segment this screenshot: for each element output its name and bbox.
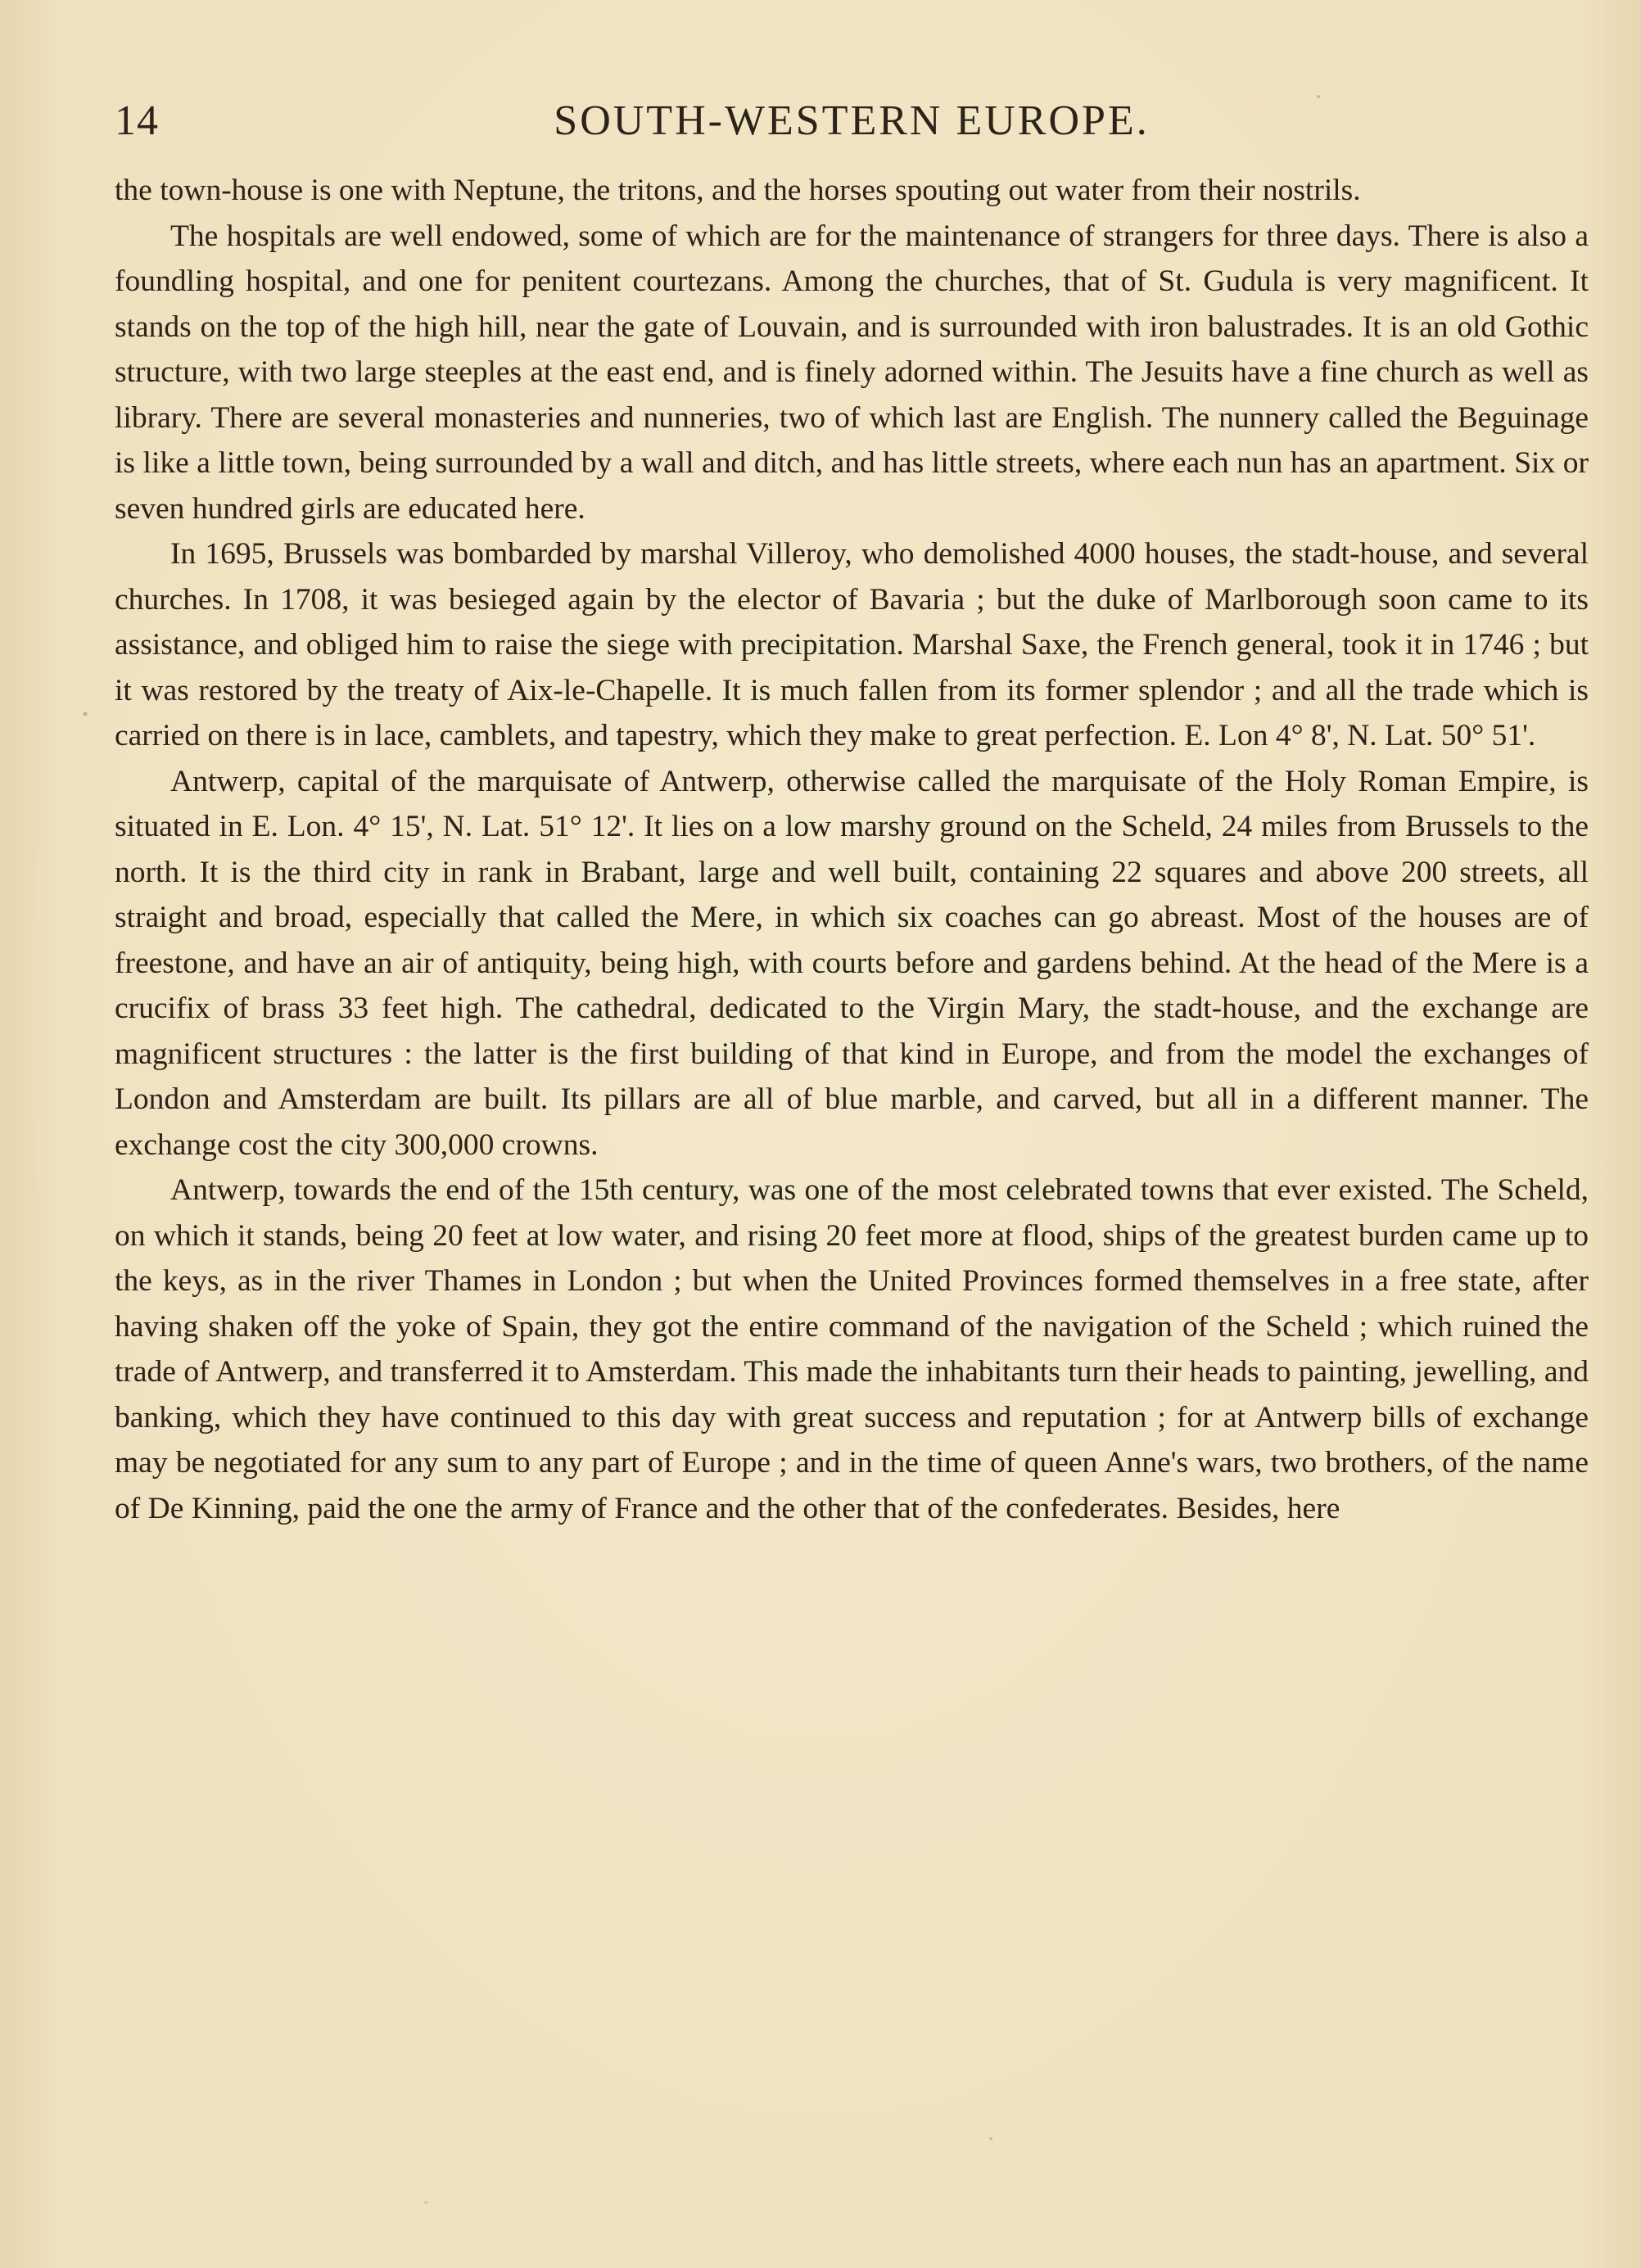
paragraph-antwerp-description: Antwerp, capital of the marquisate of Antwerp, otherwise called the marquisate of the Holy Roman Empire, is situated in E. Lon. 4° 15', N. Lat. 51° 12'. It lies on a low marshy ground on the Scheld, 24 miles from Brussels to the north. It is the third city in rank in Brabant, large and well built, containing 22 squares and above 200 streets, all straight and broad, especially that called the Mere, in which six coaches can go abreast. Most of the houses are of freestone, and have an air of antiquity, being high, with courts before and gardens behind. At the head of the Mere is a crucifix of brass 33 feet high. The cathedral, dedicated to the Virgin Mary, the stadt-house, and the exchange are magnificent structures : the latter is the first building of that kind in Europe, and from the model the exchanges of London and Amsterdam are built. Its pillars are all of blue marble, and carved, but all in a different manner. The exchange cost the city 300,000 crowns.	[115, 764, 1589, 1162]
body-text	[115, 168, 1589, 1531]
page-number: 14	[115, 97, 159, 144]
running-title: SOUTH-WESTERN EUROPE.	[554, 97, 1150, 144]
paragraph-antwerp-history: Antwerp, towards the end of the 15th century, was one of the most celebrated towns that ever existed. The Scheld, on which it stands, being 20 feet at low water, and rising 20 feet more at flood, ships of the greatest burden came up to the keys, as in the river Thames in London ; but when the United Provinces formed themselves in a free state, after having shaken off the yoke of Spain, they got the entire command of the navigation of the Scheld ; which ruined the trade of Antwerp, and transferred it to Amsterdam. This made the inhabitants turn their heads to painting, jewelling, and banking, which they have continued to this day with great success and reputation ; for at Antwerp bills of exchange may be negotiated for any sum to any part of Europe ; and in the time of queen Anne's wars, two brothers, of the name of De Kinning, paid the one the army of France and the other that of the confederates. Besides, here	[115, 1173, 1589, 1525]
paragraph-continuation: the town-house is one with Neptune, the tritons, and the horses spouting out water from their nostrils.	[115, 174, 1361, 207]
paragraph-brussels-history: In 1695, Brussels was bombarded by marshal Villeroy, who demolished 4000 houses, the stadt-house, and several churches. In 1708, it was besieged again by the elector of Bavaria ; but the duke of Marlborough soon came to its assistance, and obliged him to raise the siege with precipitation. Marshal Saxe, the French general, took it in 1746 ; but it was restored by the treaty of Aix-le-Chapelle. It is much fallen from its former splendor ; and all the trade which is carried on there is in lace, camblets, and tapestry, which they make to great perfection. E. Lon 4° 8', N. Lat. 50° 51'.	[115, 537, 1589, 752]
paragraph-hospitals: The hospitals are well endowed, some of which are for the maintenance of strangers for three days. There is also a foundling hospital, and one for penitent courtezans. Among the churches, that of St. Gudula is very magnificent. It stands on the top of the high hill, near the gate of Louvain, and is surrounded with iron balustrades. It is an old Gothic structure, with two large steeples at the east end, and is finely adorned within. The Jesuits have a fine church as well as library. There are several monasteries and nunneries, two of which last are English. The nunnery called the Beguinage is like a little town, being surrounded by a wall and ditch, and has little streets, where each nun has an apartment. Six or seven hundred girls are educated here.	[115, 219, 1589, 526]
page-header	[115, 92, 1589, 149]
